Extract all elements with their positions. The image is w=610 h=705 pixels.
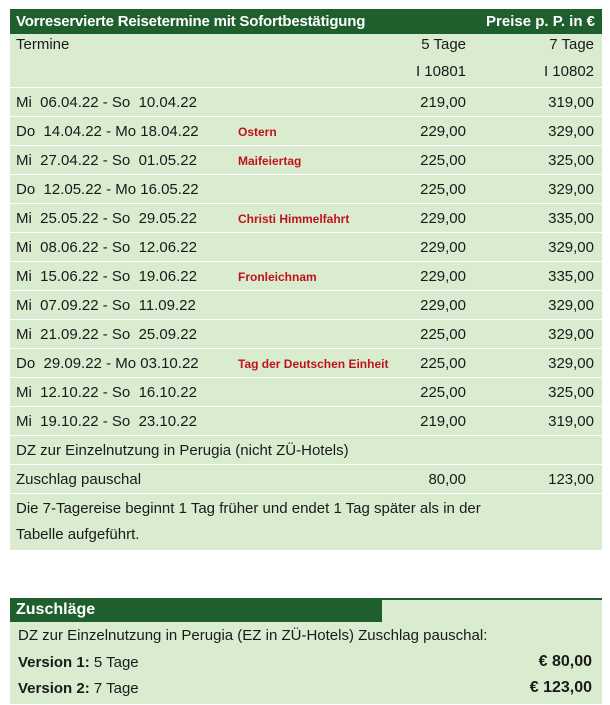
- note-line-2: Tabelle aufgeführt.: [16, 526, 140, 543]
- surcharge-price-7-tage: 123,00: [548, 471, 594, 488]
- row-price-5-tage: 225,00: [420, 326, 466, 343]
- surcharge-price-5-tage: 80,00: [428, 471, 466, 488]
- table-row: [10, 232, 602, 262]
- column-header-7-tage: 7 Tage: [549, 36, 594, 53]
- version-1-label: Version 1:: [18, 654, 90, 671]
- single-room-label: DZ zur Einzelnutzung in Perugia (nicht ZÜ-Hotels): [16, 442, 349, 459]
- table-row: [10, 203, 602, 233]
- row-price-7-tage: 329,00: [548, 123, 594, 140]
- version-2-label: Version 2:: [18, 680, 90, 697]
- row-price-7-tage: 329,00: [548, 326, 594, 343]
- surcharge-label: Zuschlag pauschal: [16, 471, 142, 488]
- product-code-5-tage: I 10801: [415, 63, 466, 80]
- row-dates: Mi 08.06.22 - So 12.06.22: [16, 239, 197, 256]
- row-price-5-tage: 229,00: [420, 268, 466, 285]
- row-price-7-tage: 329,00: [548, 239, 594, 256]
- row-price-7-tage: 329,00: [548, 181, 594, 198]
- surcharges-title: Zuschläge: [16, 601, 96, 618]
- row-holiday: Fronleichnam: [238, 270, 317, 284]
- row-price-5-tage: 229,00: [420, 123, 466, 140]
- surcharges-description: DZ zur Einzelnutzung in Perugia (EZ in ZÜ-Hotels) Zuschlag pauschal:: [18, 627, 488, 644]
- row-holiday: Christi Himmelfahrt: [238, 212, 350, 226]
- table-row: [10, 145, 602, 175]
- table-row: [10, 87, 602, 117]
- table-row: [10, 319, 602, 349]
- table-row: [10, 406, 602, 436]
- version-2-text: 7 Tage: [89, 680, 139, 697]
- row-dates: Mi 19.10.22 - So 23.10.22: [16, 413, 197, 430]
- row-price-7-tage: 325,00: [548, 384, 594, 401]
- row-price-5-tage: 225,00: [420, 384, 466, 401]
- row-price-7-tage: 319,00: [548, 413, 594, 430]
- version-1-price: € 80,00: [538, 653, 592, 670]
- row-dates: Mi 07.09.22 - So 11.09.22: [16, 297, 196, 314]
- surcharges-header: [10, 598, 382, 622]
- row-price-7-tage: 319,00: [548, 94, 594, 111]
- row-price-7-tage: 329,00: [548, 355, 594, 372]
- row-holiday: Ostern: [238, 125, 277, 139]
- table-row: [10, 174, 602, 204]
- row-price-5-tage: 219,00: [420, 94, 466, 111]
- row-dates: Mi 21.09.22 - So 25.09.22: [16, 326, 197, 343]
- row-price-7-tage: 325,00: [548, 152, 594, 169]
- table-row: [10, 261, 602, 291]
- table-header: [10, 9, 602, 34]
- row-dates: Do 12.05.22 - Mo 16.05.22: [16, 181, 199, 198]
- surcharges-section: [10, 598, 602, 704]
- row-dates: Do 14.04.22 - Mo 18.04.22: [16, 123, 199, 140]
- row-price-5-tage: 225,00: [420, 355, 466, 372]
- version-1-line: [18, 654, 139, 671]
- row-dates: Mi 15.06.22 - So 19.06.22: [16, 268, 197, 285]
- row-price-7-tage: 329,00: [548, 297, 594, 314]
- table-row: [10, 348, 602, 378]
- row-holiday: Maifeiertag: [238, 154, 302, 168]
- version-1-text: 5 Tage: [89, 654, 139, 671]
- column-header-termine: Termine: [16, 36, 70, 53]
- row-dates: Mi 25.05.22 - So 29.05.22: [16, 210, 197, 227]
- row-holiday: Tag der Deutschen Einheit: [238, 357, 389, 371]
- row-price-5-tage: 229,00: [420, 239, 466, 256]
- table-row: [10, 116, 602, 146]
- column-header-5-tage: 5 Tage: [421, 36, 466, 53]
- row-dates: Mi 12.10.22 - So 16.10.22: [16, 384, 197, 401]
- row-dates: Mi 27.04.22 - So 01.05.22: [16, 152, 197, 169]
- table-title: Vorreservierte Reisetermine mit Sofortbestätigung: [16, 13, 366, 30]
- price-note: Preise p. P. in €: [486, 13, 595, 30]
- version-2-price: € 123,00: [529, 679, 592, 696]
- note-line-1: Die 7-Tagereise beginnt 1 Tag früher und endet 1 Tag später als in der: [16, 500, 481, 517]
- table-row: [10, 377, 602, 407]
- row-price-7-tage: 335,00: [548, 268, 594, 285]
- row-price-7-tage: 335,00: [548, 210, 594, 227]
- row-price-5-tage: 225,00: [420, 181, 466, 198]
- row-dates: Mi 06.04.22 - So 10.04.22: [16, 94, 197, 111]
- row-price-5-tage: 225,00: [420, 152, 466, 169]
- row-price-5-tage: 229,00: [420, 210, 466, 227]
- product-code-7-tage: I 10802: [543, 63, 594, 80]
- row-price-5-tage: 219,00: [420, 413, 466, 430]
- version-2-line: [18, 680, 139, 697]
- table-row: [10, 290, 602, 320]
- price-table: [10, 9, 602, 550]
- row-price-5-tage: 229,00: [420, 297, 466, 314]
- row-dates: Do 29.09.22 - Mo 03.10.22: [16, 355, 199, 372]
